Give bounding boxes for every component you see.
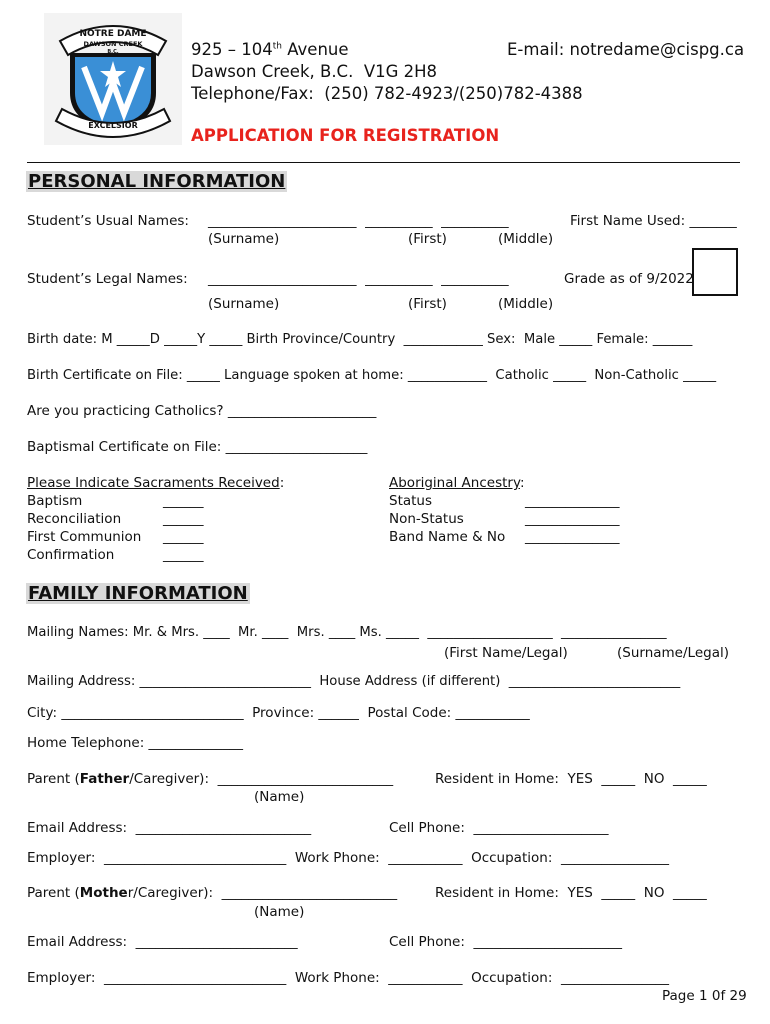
sacrament-blank[interactable]: ______ <box>163 493 204 509</box>
aboriginal-heading: Aboriginal Ancestry: <box>389 475 525 491</box>
legal-names-label: Student’s Legal Names: <box>27 271 188 287</box>
sacrament-first-communion: First Communion <box>27 529 142 545</box>
sacrament-blank[interactable]: ______ <box>163 511 204 527</box>
logo-text-top: NOTRE DAME <box>79 29 147 39</box>
aboriginal-status: Status <box>389 493 433 509</box>
baptismal-cert-field[interactable]: Baptismal Certificate on File: _____________________ <box>27 439 368 455</box>
personal-info-heading: PERSONAL INFORMATION <box>28 171 286 192</box>
usual-names-field[interactable]: ______________________ __________ __________ <box>208 213 509 229</box>
father-email-field[interactable]: Email Address: __________________________ <box>27 820 312 836</box>
sub-surname-legal: (Surname) <box>208 296 280 312</box>
mother-name-sub: (Name) <box>254 904 305 920</box>
school-phone: Telephone/Fax: (250) 782-4923/(250)782-4388 <box>191 84 583 103</box>
aboriginal-blank[interactable]: ______________ <box>525 529 620 545</box>
usual-names-label: Student’s Usual Names: <box>27 213 189 229</box>
birth-cert-line[interactable]: Birth Certificate on File: _____ Language spoken at home: ____________ Catholic _____ Non-Catholic _____ <box>27 368 717 383</box>
sub-middle-legal: (Middle) <box>498 296 554 312</box>
practicing-catholics-field[interactable]: Are you practicing Catholics? ______________________ <box>27 403 377 419</box>
logo-text-mid: DAWSON CREEK <box>83 40 143 48</box>
father-employer-line[interactable]: Employer: ___________________________ Work Phone: ___________ Occupation: ________________ <box>27 850 669 866</box>
sacrament-confirmation: Confirmation <box>27 547 115 563</box>
aboriginal-blank[interactable]: ______________ <box>525 511 620 527</box>
sacrament-baptism: Baptism <box>27 493 83 509</box>
grade-label: Grade as of 9/2022 <box>564 271 694 287</box>
legal-names-field[interactable]: ______________________ __________ __________ <box>208 271 509 287</box>
logo-text-bc: B.C. <box>107 49 119 55</box>
form-title: APPLICATION FOR REGISTRATION <box>191 126 500 145</box>
grade-checkbox[interactable] <box>692 248 738 296</box>
mailing-names-line[interactable]: Mailing Names: Mr. & Mrs. ____ Mr. ____ Mrs. ____ Ms. _____ ___________________ ________________ <box>27 625 667 640</box>
city-line[interactable]: City: ___________________________ Province: ______ Postal Code: ___________ <box>27 705 530 721</box>
home-telephone-field[interactable]: Home Telephone: ______________ <box>27 735 244 751</box>
family-info-heading: FAMILY INFORMATION <box>28 583 248 604</box>
school-crest-logo <box>44 13 182 145</box>
sacraments-heading: Please Indicate Sacraments Received: <box>27 475 285 491</box>
father-field[interactable]: Parent (Father/Caregiver): __________________________ <box>27 771 394 787</box>
school-city: Dawson Creek, B.C. V1G 2H8 <box>191 62 438 81</box>
header-divider <box>27 162 740 163</box>
school-email: E-mail: notredame@cispg.ca <box>507 40 745 59</box>
sub-surname: (Surname) <box>208 231 280 247</box>
sub-surname-legal: (Surname/Legal) <box>617 645 729 661</box>
sacrament-blank[interactable]: ______ <box>163 529 204 545</box>
sacrament-blank[interactable]: ______ <box>163 547 204 563</box>
father-cell-field[interactable]: Cell Phone: ____________________ <box>389 820 609 836</box>
mother-field[interactable]: Parent (Mother/Caregiver): __________________________ <box>27 885 398 901</box>
sub-first-legal: (First) <box>408 296 447 312</box>
sub-first: (First) <box>408 231 447 247</box>
logo-text-bottom: EXCELSIOR <box>88 121 138 130</box>
mother-email-field[interactable]: Email Address: ________________________ <box>27 934 298 950</box>
mother-resident-field[interactable]: Resident in Home: YES _____ NO _____ <box>435 885 707 901</box>
mother-cell-field[interactable]: Cell Phone: ______________________ <box>389 934 622 950</box>
aboriginal-band: Band Name & No <box>389 529 506 545</box>
school-address: 925 – 104th Avenue <box>191 40 349 59</box>
sub-first-name-legal: (First Name/Legal) <box>444 645 568 661</box>
sacrament-reconciliation: Reconciliation <box>27 511 122 527</box>
first-name-used-field[interactable]: First Name Used: _______ <box>570 213 737 229</box>
sub-middle: (Middle) <box>498 231 554 247</box>
birth-date-line[interactable]: Birth date: M _____D _____Y _____ Birth Province/Country ____________ Sex: Male _____ Female: ______ <box>27 332 693 347</box>
father-resident-field[interactable]: Resident in Home: YES _____ NO _____ <box>435 771 707 787</box>
mailing-address-line[interactable]: Mailing Address: __________________________ House Address (if different) __________________________ <box>27 674 681 689</box>
aboriginal-non-status: Non-Status <box>389 511 464 527</box>
mother-employer-line[interactable]: Employer: ___________________________ Work Phone: ___________ Occupation: ________________ <box>27 970 669 986</box>
aboriginal-blank[interactable]: ______________ <box>525 493 620 509</box>
page-number: Page 1 0f 29 <box>662 988 747 1004</box>
father-name-sub: (Name) <box>254 789 305 805</box>
